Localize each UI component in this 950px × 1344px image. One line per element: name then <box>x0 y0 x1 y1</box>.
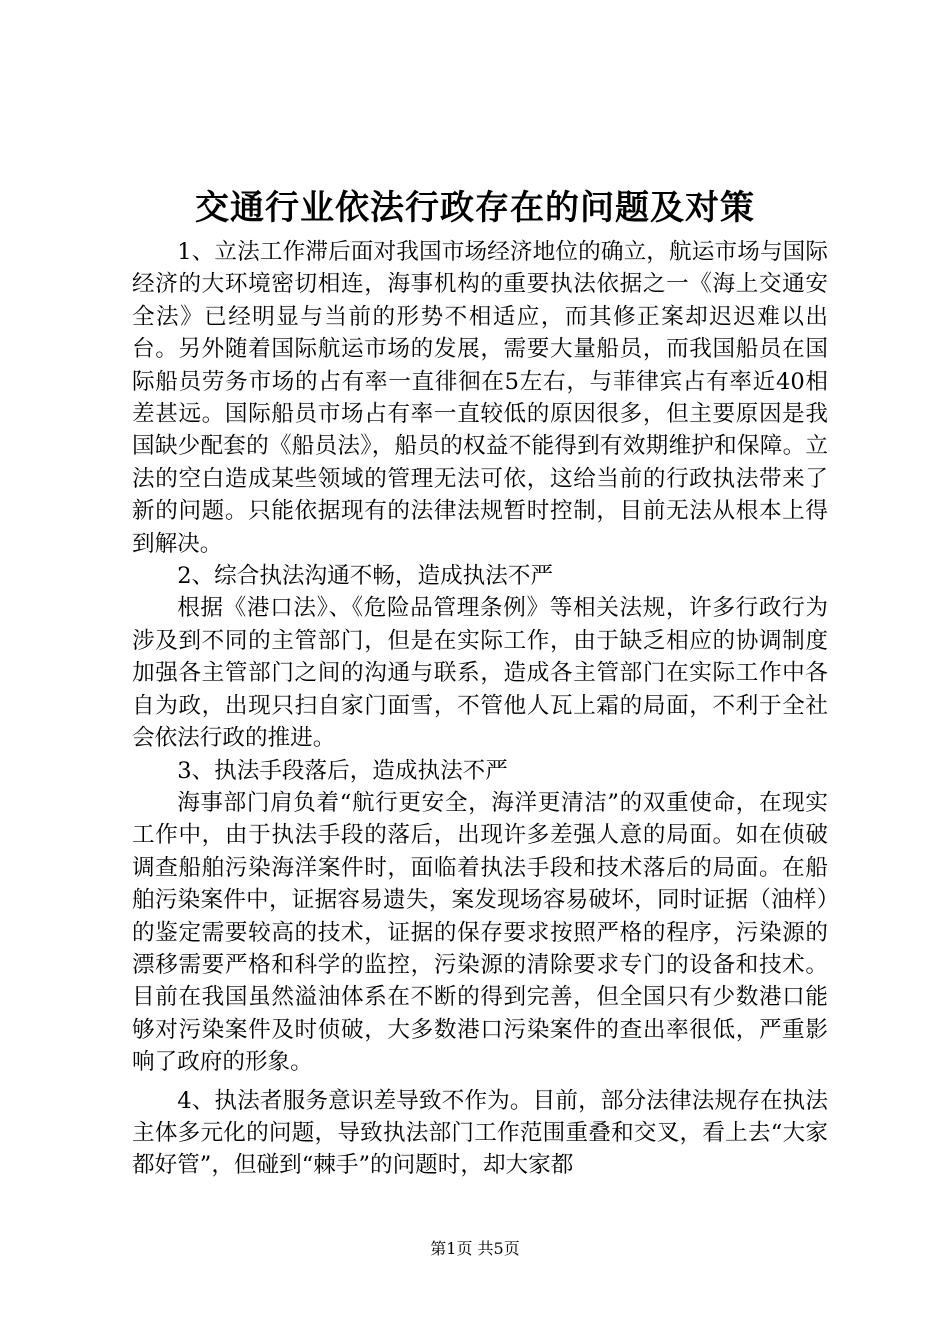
paragraph-service-awareness: 4、执法者服务意识差导致不作为。目前，部分法律法规存在执法主体多元化的问题，导致执法部门工作范围重叠和交叉，看上去“大家都好管”，但碰到“棘手”的问题时，却大家都 <box>132 1087 828 1179</box>
document-body <box>132 236 828 1182</box>
paragraph-enforcement-means: 海事部门肩负着“航行更安全，海洋更清洁”的双重使命，在现实工作中，由于执法手段的落后，出现许多差强人意的局面。如在侦破调查船舶污染海洋案件时，面临着执法手段和技术落后的局面。在船舶污染案件中，证据容易遗失，案发现场容易破坏，同时证据（油样）的鉴定需要较高的技术，证据的保存要求按照严格的程序，污染源的漂移需要严格和科学的监控，污染源的清除要求专门的设备和技术。目前在我国虽然溢油体系在不断的得到完善，但全国只有少数港口能够对污染案件及时侦破，大多数港口污染案件的查出率很低，严重影响了政府的形象。 <box>132 789 828 1076</box>
page-number: 第1页 共5页 <box>430 1239 520 1258</box>
paragraph-legislation: 1、立法工作滞后面对我国市场经济地位的确立，航运市场与国际经济的大环境密切相连，海事机构的重要执法依据之一《海上交通安全法》已经明显与当前的形势不相适应，而其修正案却迟迟难以出台。另外随着国际航运市场的发展，需要大量船员，而我国船员在国际船员劳务市场的占有率一直徘徊在5左右，与菲律宾占有率近40相差甚远。国际船员市场占有率一直较低的原因很多，但主要原因是我国缺少配套的《船员法》，船员的权益不能得到有效期维护和保障。立法的空白造成某些领域的管理无法可依，这给当前的行政执法带来了新的问题。只能依据现有的法律法规暂时控制，目前无法从根本上得到解决。 <box>132 239 828 557</box>
paragraph-enforcement-communication: 根据《港口法》、《危险品管理条例》等相关法规，许多行政行为涉及到不同的主管部门，但是在实际工作，由于缺乏相应的协调制度加强各主管部门之间的沟通与联系，造成各主管部门在实际工作中各自为政，出现只扫自家门面雪，不管他人瓦上霜的局面，不利于全社会依法行政的推进。 <box>132 595 828 752</box>
heading-enforcement-means: 3、执法手段落后，造成执法不严 <box>177 757 508 784</box>
document-title: 交通行业依法行政存在的问题及对策 <box>195 188 755 228</box>
heading-enforcement-communication: 2、综合执法沟通不畅，造成执法不严 <box>177 563 554 590</box>
